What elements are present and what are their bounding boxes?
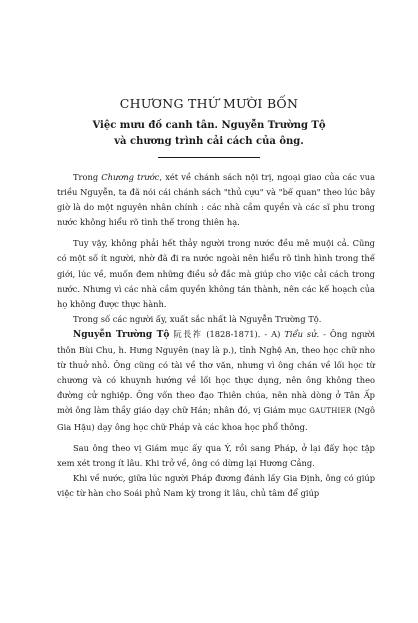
paragraph-4 (57, 327, 375, 435)
paragraph-1 (57, 170, 375, 230)
paragraph-4-text-b: . - Ông người thôn Bùi Chu, h. Hưng Nguyên (nay là p.), tỉnh Nghệ An, theo học chữ nho từ thuở nhỏ. Ông cũng có tài về thơ văn, nhưng vì ông chán về lối học từ chương và có khuynh hướng về lối học thực dụng, nên ông không theo đường cử nghiệp. Ông vốn theo đạo Thiên chúa, nên nhà dòng ở Tân Ấp mời ông làm thầy giáo dạy chữ Hán; nhân đó, vị Giám mục (57, 328, 376, 416)
chapter-title: CHƯƠNG THỨ MƯỜI BỐN (119, 96, 299, 111)
chapter-subtitle-line-2: và chương trình cải cách của ông. (114, 136, 304, 147)
paragraph-1-text-a: Trong (73, 172, 102, 182)
paragraph-6: Khi về nước, giữa lúc người Pháp đương đánh lấy Gia Định, ông có giúp việc từ hàn cho Soái phủ Nam kỳ trong ít lâu, chủ tâm để giúp (57, 472, 375, 498)
paragraph-1-text-b: , xét về chánh sách nội trị, ngoại giao của các vua triều Nguyễn, ta đã nói cái chánh sách "thủ cựu" và "bế quan" theo lúc bây giờ là do một nguyên nhân chính : các nhà cầm quyền và các sĩ phu trong nước không hiểu rõ tình thế trong thiên hạ. (57, 172, 376, 228)
person-name: Nguyễn Trường Tộ (73, 329, 170, 340)
paragraph-4-dates: (1828-1871). - A) (202, 328, 285, 339)
paragraph-1-emphasis: Chương trước (101, 172, 160, 182)
paragraph-5: Sau ông theo vị Giám mục ấy qua Ý, rồi sang Pháp, ở lại đấy học tập xem xét trong ít lâu. Khi trở về, ông có dừng lại Hương Cảng. (57, 442, 375, 468)
paragraph-2: Tuy vậy, không phải hết thảy người trong nước đều mê muội cả. Cũng có một số ít người, nhờ đã đi ra nước ngoài nên hiểu rõ tình hình trong thế giới, lúc về, muốn đem những điều sở đắc mà giúp cho việc cải cách trong nước. Nhưng vì các nhà cầm quyền không tán thành, nên các kế hoạch của họ không được thực hành. (57, 238, 375, 309)
han-characters: 阮長祚 (173, 328, 203, 339)
gauthier-name: GAUTHIER (309, 407, 352, 416)
paragraph-3: Trong số các người ấy, xuất sắc nhất là Nguyễn Trường Tộ. (73, 313, 322, 324)
paragraph-4-text-c: (Ngô Gia Hậu) dạy ông học chữ Pháp và các khoa học phổ thông. (57, 405, 375, 432)
title-divider (158, 157, 260, 158)
section-heading-tieu-su: Tiểu sử (284, 328, 317, 339)
chapter-subtitle-line-1: Việc mưu đồ canh tân. Nguyễn Trường Tộ (92, 120, 326, 131)
chapter-body (57, 170, 375, 501)
